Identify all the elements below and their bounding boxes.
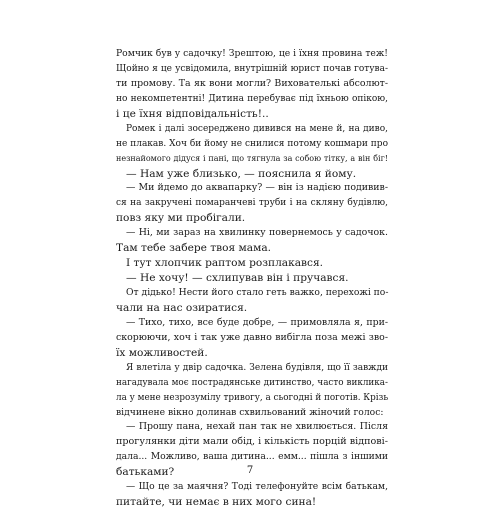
text-line: їх можливостей. (116, 346, 208, 359)
text-line: Ромек і далі зосереджено дивився на мене й, на диво, (126, 123, 388, 134)
text-line: чали на нас озиратися. (116, 301, 248, 314)
text-line: Щойно я це усвідомила, внутрішній юрист почав готува- (116, 63, 388, 74)
text-line: батьками? (116, 466, 175, 479)
page-number: 7 (246, 465, 254, 476)
text-line: — Ні, ми зараз на хвилинку повернемось у садочок. (126, 227, 388, 239)
text-line: — Що це за маячня? Тоді телефонуйте всім батькам, (126, 481, 388, 493)
text-line: ся на закручені помаранчеві труби і на скляну будівлю, (116, 198, 388, 209)
text-line: Там тебе забере твоя мама. (116, 242, 272, 255)
text-line: — Прошу пана, нехай пан так не хвилюється. Після (126, 421, 388, 433)
text-line: і це їхня відповідальність!.. (116, 107, 269, 120)
page-text (116, 47, 388, 510)
text-line: нагадувала моє пострадянське дитинство, часто виклика- (116, 377, 388, 388)
text-line: Я влетіла у двір садочка. Зелена будівля, що її завжди (126, 362, 388, 373)
text-line: — Не хочу! — схлипував він і пручався. (126, 272, 349, 285)
text-line: — Ми йдемо до аквапарку? — він із надією подивив- (126, 182, 388, 194)
text-line: незнайомого дідуся і пані, що тягнула за собою тітку, а він біг! (116, 153, 388, 163)
text-line: скорюючи, хоч і так уже давно вибігла поза межі зво- (116, 331, 388, 343)
text-line: Ромчик був у садочку! Зрештою, це і їхня провина теж! (116, 48, 388, 59)
text-line: но некомпетентні! Дитина перебуває під їхньою опікою, (116, 93, 388, 104)
text-line: От дідько! Нести його стало геть важко, перехожі по- (126, 287, 389, 298)
text-line: відчинене вікно долинав схвильований жіночий голос: (116, 406, 384, 418)
text-line: питайте, чи немає в них мого сина! (116, 496, 317, 509)
text-line: дала... Можливо, ваша дитина... емм... пішла з іншими (116, 451, 388, 463)
text-line: І тут хлопчик раптом розплакався. (126, 257, 324, 270)
text-line: ла у мене незрозумілу тривогу, а сьогодні й поготів. Крізь (116, 392, 389, 403)
text-line: не плакав. Хоч би йому не снилися потому кошмари про (116, 138, 388, 149)
text-line: повз яку ми пробігали. (116, 212, 246, 225)
text-line: — Нам уже близько, — пояснила я йому. (126, 167, 357, 180)
text-line: — Тихо, тихо, все буде добре, — примовляла я, при- (126, 316, 388, 328)
text-line: прогулянки діти мали обід, і кількість порцій відпові- (116, 436, 388, 448)
text-line: ти промову. Та як вони могли? Вихователькі абсолют- (116, 77, 388, 89)
